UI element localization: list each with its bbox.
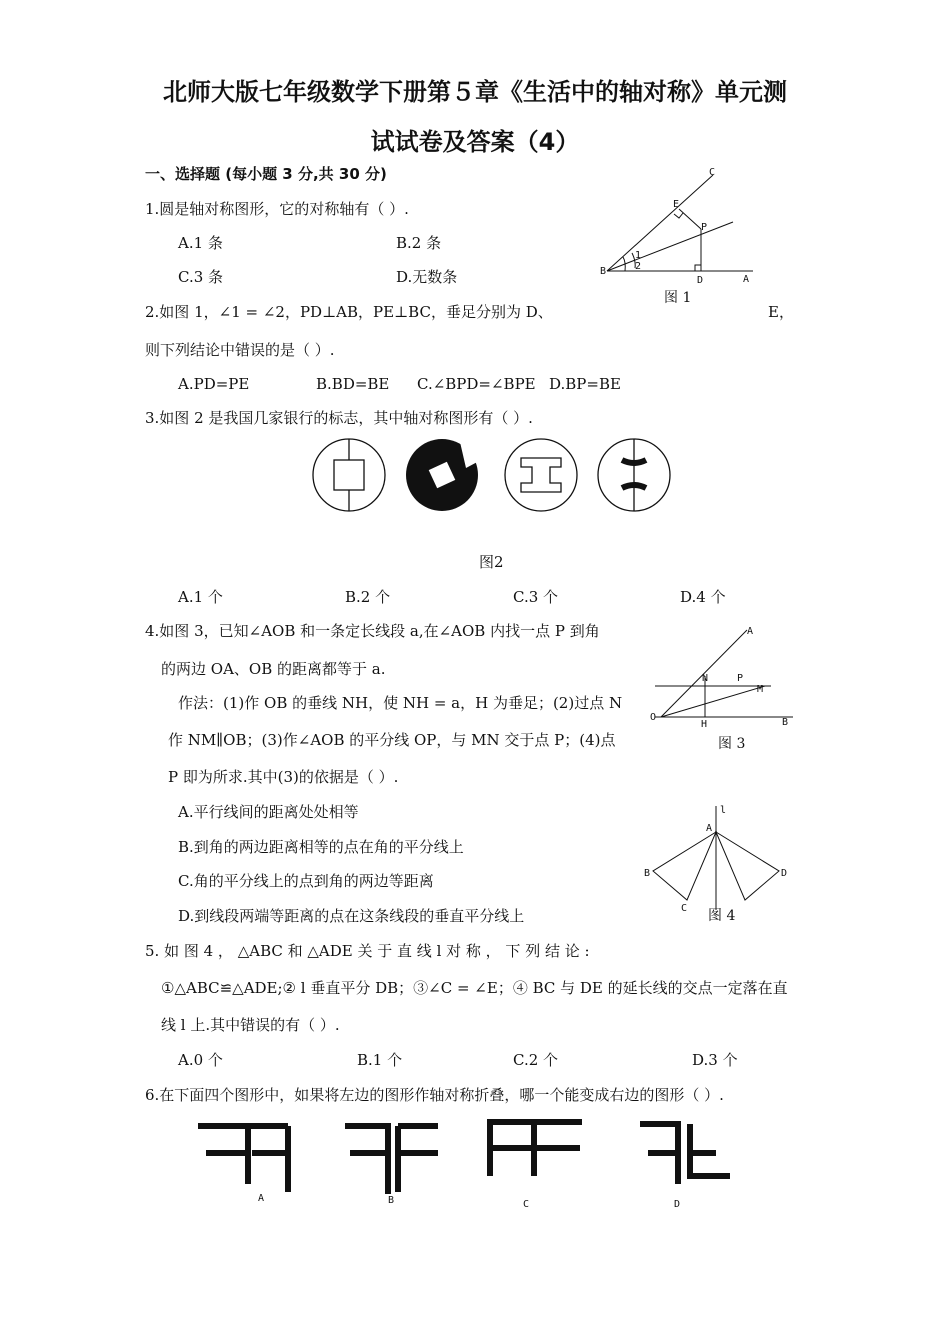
fig4-label-a: A (706, 823, 713, 834)
fig4-label-c: C (681, 903, 688, 914)
fig3-label-h: H (701, 719, 708, 730)
fig1-label-2: 2 (635, 261, 642, 272)
figure-1-caption: 图 1 (664, 290, 692, 306)
q5-option-d: D.3 个 (692, 1051, 738, 1069)
fig1-label-1: 1 (635, 250, 642, 261)
q2-stem-b: E， (768, 303, 794, 321)
fig4-label-l: l (720, 805, 727, 816)
q3-option-d: D.4 个 (680, 588, 726, 606)
q1-option-d: D.无数条 (396, 268, 458, 286)
q2-option-b: B.BD=BE (316, 375, 390, 393)
fig4-label-b: B (644, 868, 651, 879)
fig3-label-b: B (782, 717, 789, 728)
q2-stem-a: 2.如图 1，∠1 = ∠2，PD⊥AB，PE⊥BC，垂足分别为 D、 (145, 303, 553, 321)
figure-4-caption: 图 4 (708, 908, 736, 924)
bank-logo-1 (313, 439, 385, 511)
q2-option-d: D.BP=BE (549, 375, 621, 393)
q2-stem-c: 则下列结论中错误的是（ ）. (145, 341, 335, 359)
q6-shape-a (198, 1126, 288, 1192)
document-title-line2: 试试卷及答案（4） (370, 128, 580, 156)
bank-logo-4 (598, 439, 670, 511)
q4-line5: P 即为所求.其中(3)的依据是（ ）. (168, 768, 399, 786)
q6-label-d: D (674, 1199, 681, 1210)
q1-stem: 1.圆是轴对称图形，它的对称轴有（ ）. (145, 200, 409, 218)
q4-option-c: C.角的平分线上的点到角的两边等距离 (178, 872, 434, 890)
q4-line3: 作法：(1)作 OB 的垂线 NH，使 NH = a，H 为垂足；(2)过点 N (178, 694, 623, 712)
q4-line1: 4.如图 3，已知∠AOB 和一条定长线段 a,在∠AOB 内找一点 P 到角 (145, 622, 600, 640)
figure-3-caption: 图 3 (718, 736, 746, 752)
bank-logo-2 (406, 439, 481, 511)
q3-option-a: A.1 个 (178, 588, 223, 606)
q5-line1: 5. 如 图 4 ， △ABC 和 △ADE 关 于 直 线 l 对 称 ， 下 列 结 论 : (145, 942, 590, 960)
fig3-label-a: A (747, 626, 754, 637)
document-title-line1: 北师大版七年级数学下册第５章《生活中的轴对称》单元测 (163, 78, 787, 106)
figure-3 (645, 622, 805, 737)
q5-option-a: A.0 个 (178, 1051, 223, 1069)
q1-option-c: C.3 条 (178, 268, 224, 286)
q6-shape-b (345, 1126, 438, 1194)
figure-4 (640, 800, 800, 915)
fig3-label-m: M (757, 684, 764, 695)
fig1-label-e: E (673, 199, 680, 210)
q3-option-b: B.2 个 (345, 588, 391, 606)
figure-2-caption: 图2 (479, 553, 504, 571)
section-heading: 一、选择题 (每小题 3 分,共 30 分) (145, 165, 387, 183)
q4-option-b: B.到角的两边距离相等的点在角的平分线上 (178, 838, 464, 856)
fig1-label-a: A (743, 274, 750, 285)
q1-option-a: A.1 条 (178, 234, 223, 252)
q4-option-a: A.平行线间的距离处处相等 (178, 803, 359, 821)
figure-6-folding-shapes (190, 1112, 750, 1212)
q5-line3: 线 l 上.其中错误的有（ ）. (161, 1016, 340, 1034)
bank-logo-3 (505, 439, 577, 511)
q2-option-c: C.∠BPD=∠BPE (417, 375, 536, 393)
q3-option-c: C.3 个 (513, 588, 559, 606)
fig4-label-d: D (781, 868, 788, 879)
q6-label-a: A (258, 1193, 265, 1204)
figure-1 (595, 165, 770, 305)
fig3-label-p: P (737, 673, 744, 684)
q1-option-b: B.2 条 (396, 234, 442, 252)
fig1-label-d: D (697, 275, 704, 286)
fig1-label-p: P (701, 222, 708, 233)
figure-2-bank-logos (300, 430, 690, 530)
q4-option-d: D.到线段两端等距离的点在这条线段的垂直平分线上 (178, 907, 525, 925)
q2-option-a: A.PD=PE (178, 375, 250, 393)
q3-stem: 3.如图 2 是我国几家银行的标志，其中轴对称图形有（ ）. (145, 409, 533, 427)
fig1-label-c: C (709, 167, 716, 178)
q6-label-b: B (388, 1195, 395, 1206)
q6-shape-c (490, 1122, 582, 1176)
q6-label-c: C (523, 1199, 530, 1210)
fig3-label-o: O (650, 712, 657, 723)
q6-shape-d (640, 1124, 730, 1184)
q5-option-c: C.2 个 (513, 1051, 559, 1069)
fig3-label-n: N (702, 673, 709, 684)
q5-line2: ①△ABC≌△ADE;② l 垂直平分 DB；③∠C = ∠E；④ BC 与 DE 的延长线的交点一定落在直 (161, 979, 788, 997)
q4-line2: 的两边 OA、OB 的距离都等于 a. (161, 660, 386, 678)
fig1-label-b: B (600, 266, 607, 277)
q6-stem: 6.在下面四个图形中，如果将左边的图形作轴对称折叠，哪一个能变成右边的图形（ ）. (145, 1086, 724, 1104)
q4-line4: 作 NM∥OB；(3)作∠AOB 的平分线 OP，与 MN 交于点 P；(4)点 (168, 731, 616, 749)
q5-option-b: B.1 个 (357, 1051, 403, 1069)
